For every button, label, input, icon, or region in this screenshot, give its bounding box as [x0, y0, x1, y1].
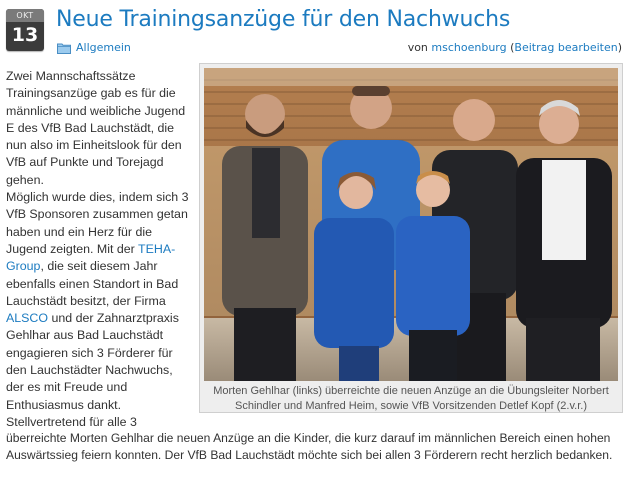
- team-photo[interactable]: [204, 68, 618, 381]
- edit-close-paren: ): [617, 41, 622, 54]
- date-month: OKT: [6, 9, 44, 22]
- article-paragraph-2: [6, 189, 194, 414]
- date-day: 13: [11, 24, 39, 46]
- edit-open-paren: (: [510, 41, 515, 54]
- byline-prefix: von: [407, 41, 428, 54]
- folder-icon: [57, 42, 71, 54]
- article-text-segment: , die seit diesem Jahr ebenfalls einen Standort in Bad Lauchstädt besitzt, der Firma: [6, 259, 179, 308]
- alsco-link[interactable]: ALSCO: [6, 311, 49, 326]
- article-paragraph-1: Zwei Mannschaftssätze Trainingsanzüge gab es für die männliche und weibliche Jugend E des VfB Bad Lauchstädt, die nun also im Einheitslook für den VfB auf Punkte und Torejagd gehen.: [6, 69, 186, 187]
- article-body: [6, 68, 194, 431]
- article-paragraph-3-start: Stellvertretend für alle 3: [6, 414, 137, 429]
- byline: [408, 41, 622, 54]
- post-category: [57, 41, 131, 54]
- article-text-segment: und der Zahnarztpraxis Gehlhar aus Bad Lauchstädt engagieren sich 3 Förderer für den Lauchstädter Nachwuchs, der es mit Freude und Enthusiasmus dankt.: [6, 311, 179, 412]
- photo-figure: [199, 63, 623, 413]
- date-badge: [6, 9, 44, 51]
- article-text-segment: Möglich wurde dies, indem sich 3 VfB Sponsoren zusammen getan haben und ein Herz für die Jugend zeigten. Mit der: [6, 190, 189, 256]
- category-link[interactable]: Allgemein: [76, 41, 131, 54]
- edit-post-link[interactable]: Beitrag bearbeiten: [514, 41, 618, 54]
- post-title[interactable]: Neue Trainingsanzüge für den Nachwuchs: [56, 7, 511, 32]
- article-paragraph-3-continued: überreichte Morten Gehlhar die neuen Anzüge an die Kinder, die kurz darauf im männlichen Bereich einen hohen Auswärtssieg feiern konnten. Der VfB Bad Lauchstädt möchte sich bei allen 3 Förderern recht herzlich bedanken.: [6, 431, 613, 463]
- author-link[interactable]: mschoenburg: [431, 41, 507, 54]
- photo-caption: Morten Gehlhar (links) überreichte die neuen Anzüge an die Übungsleiter Norbert Schindler und Manfred Heim, sowie VfB Vorsitzenden Detlef Kopf (2.v.r.): [213, 385, 609, 412]
- teha-group-link[interactable]: TEHA-Group: [6, 241, 176, 274]
